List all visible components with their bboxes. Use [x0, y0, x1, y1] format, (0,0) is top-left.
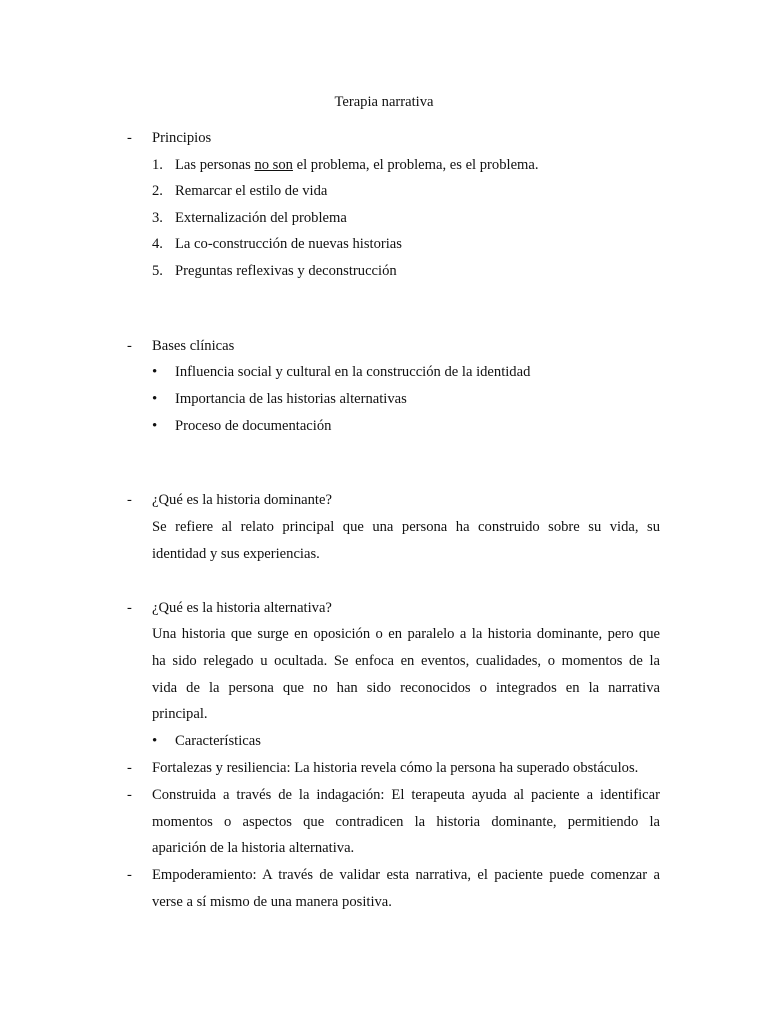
dash-marker: -: [127, 338, 132, 354]
document-title: Terapia narrativa: [334, 94, 434, 110]
list-number: 3.: [152, 210, 163, 226]
caracteristica-line: verse a sí mismo de una manera positiva.: [152, 894, 392, 910]
dash-marker: -: [127, 760, 132, 776]
dash-marker: -: [127, 787, 132, 803]
list-number: 1.: [152, 157, 163, 173]
dash-marker: -: [127, 130, 132, 146]
paragraph-line: identidad y sus experiencias.: [152, 546, 320, 562]
list-item-text: Remarcar el estilo de vida: [175, 183, 328, 199]
bullet-icon: •: [152, 733, 158, 749]
list-item-text: Preguntas reflexivas y deconstrucción: [175, 263, 397, 279]
bullet-icon: •: [152, 391, 158, 407]
list-number: 5.: [152, 263, 163, 279]
list-number: 2.: [152, 183, 163, 199]
caracteristica-line: Empoderamiento: A través de validar esta narrativa, el paciente puede comenzar a: [152, 867, 660, 883]
caracteristica-line: Construida a través de la indagación: El terapeuta ayuda al paciente a identificar: [152, 787, 660, 803]
underlined-phrase: no son: [254, 157, 293, 173]
bases-heading: Bases clínicas: [152, 338, 235, 354]
bullet-item-text: Influencia social y cultural en la construcción de la identidad: [175, 364, 531, 380]
dash-marker: -: [127, 600, 132, 616]
dash-marker: -: [127, 867, 132, 883]
list-item-text: Las personas no son el problema, el problema, es el problema.: [175, 157, 539, 173]
paragraph-line: Se refiere al relato principal que una persona ha construido sobre su vida, su: [152, 519, 660, 535]
bullet-item-text: Importancia de las historias alternativas: [175, 391, 407, 407]
paragraph-line: principal.: [152, 706, 208, 722]
caracteristica-line: momentos o aspectos que contradicen la historia dominante, permitiendo la: [152, 814, 660, 830]
list-number: 4.: [152, 236, 163, 252]
dominante-heading: ¿Qué es la historia dominante?: [152, 492, 332, 508]
bullet-icon: •: [152, 418, 158, 434]
alternativa-heading: ¿Qué es la historia alternativa?: [152, 600, 332, 616]
caracteristicas-label: Características: [175, 733, 261, 749]
list-item-text: Externalización del problema: [175, 210, 347, 226]
list-item-text: La co-construcción de nuevas historias: [175, 236, 402, 252]
paragraph-line: vida de la persona que no han sido reconocidos o integrados en la narrativa: [152, 680, 660, 696]
bullet-icon: •: [152, 364, 158, 380]
caracteristica-line: aparición de la historia alternativa.: [152, 840, 355, 856]
bullet-item-text: Proceso de documentación: [175, 418, 332, 434]
principios-heading: Principios: [152, 130, 212, 146]
paragraph-line: Una historia que surge en oposición o en paralelo a la historia dominante, pero que: [152, 626, 660, 642]
dash-marker: -: [127, 492, 132, 508]
paragraph-line: ha sido relegado u ocultada. Se enfoca en eventos, cualidades, o momentos de la: [152, 653, 660, 669]
caracteristica-line: Fortalezas y resiliencia: La historia revela cómo la persona ha superado obstáculos.: [152, 760, 639, 776]
